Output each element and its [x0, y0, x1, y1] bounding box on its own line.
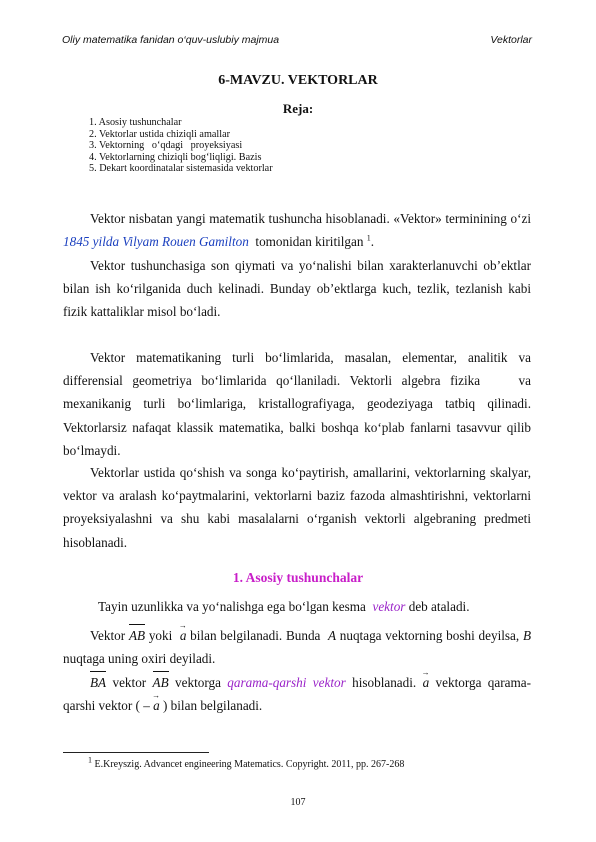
term-opposite-vector: qarama-qarshi vektor [227, 675, 346, 690]
plan-item: 4. Vektorlarning chiziqli bog‘liqligi. Bazis [89, 151, 262, 163]
footnote-ref: 1 [366, 233, 371, 243]
paragraph-vector-concept: Vektor tushunchasiga son qiymati va yo‘nalishi bilan xarakterlanuvchi ob’ektlar bilan ish ko‘rilganida duch kelinadi. Bunday ob’ektlarga kuch, tezlik, tezlanish kabi fizik kattaliklar misol bo‘ladi. [63, 258, 531, 320]
plan-item: 1. Asosiy tushunchalar [89, 117, 182, 128]
vector-AB: AB [153, 671, 169, 694]
vector-a: → a [423, 671, 430, 694]
plan-item: 2. Vektorlar ustida chiziqli amallar [89, 128, 230, 140]
plan-list [89, 117, 273, 175]
term-vector: vektor [372, 599, 406, 614]
point-B: B [522, 628, 532, 643]
paragraph-notation: Vektor AB yoki → a bilan belgilanadi. Bunda A nuqtaga vektorning boshi deyilsa, B nuqtaga uning oxiri deyiladi. [63, 624, 531, 670]
running-header-left: Oliy matematika fanidan o‘quv-uslubiy majmua [62, 34, 280, 46]
page-number: 107 [290, 797, 306, 808]
footnote-separator [63, 752, 209, 753]
plan-item: 3. Vektorning o‘qdagi proyeksiyasi [89, 140, 243, 152]
plan-heading: Reja: [282, 101, 314, 116]
paragraph-applications: Vektor matematikaning turli bo‘limlarida, masalan, elementar, analitik va differensial geometriya bo‘limlarida qo‘llaniladi. Vektorli algebra fizika va mexanikanig turli bo‘limlariga, kristallografiyaga, geodeziyaga tatbiq qilinadi. Vektorlarsiz nafaqat klassik matematika, balki boshqa ko‘plab fanlarni tasavvur qilib bo‘lmaydi. [63, 350, 535, 458]
page-title: 6-MAVZU. VEKTORLAR [218, 73, 378, 88]
running-header-right: Vektorlar [490, 34, 532, 46]
paragraph-intro: Vektor nisbatan yangi matematik tushuncha hisoblanadi. «Vektor» terminining o‘zi 1845 yilda Vilyam Rouen Gamilton tomonidan kiritilgan $^1$. [63, 211, 531, 250]
vector-AB: AB [129, 624, 145, 647]
section-heading: 1. Asosiy tushunchalar [232, 570, 364, 585]
plan-item: 5. Dekart koordinatalar sistemasida vektorlar [89, 163, 273, 175]
vector-BA: BA [90, 671, 106, 694]
paragraph-definition: Tayin uzunlikka va yo‘nalishga ega bo‘lgan kesma vektor deb ataladi. [98, 599, 470, 614]
history-link-text: 1845 yilda Vilyam Rouen Gamilton [63, 234, 249, 250]
vector-a: → a [180, 624, 187, 647]
paragraph-algebra-subject: Vektorlar ustida qo‘shish va songa ko‘paytirish, amallarini, vektorlarning skalyar, vektor va aralash ko‘paytmalarini, vektorlarni baziz fazoda almashtirishni, vektorlarni proyeksiyalashni va shu kabi masalalarni o‘rganish vektorli algebraning predmeti hisoblanadi. [63, 465, 531, 550]
paragraph-opposite-vector: BA vektor AB vektorga qarama-qarshi vektor hisoblanadi. → a vektorga qarama-qarshi vektor ( – → a ) bilan belgilanadi. [63, 671, 531, 717]
vector-a: → a [153, 694, 160, 717]
point-A: A [327, 628, 336, 643]
footnote: $^1$ E.Kreyszig. Advancet engineering Matematics. Copyright. 2011, pp. 267-268 [88, 755, 405, 770]
